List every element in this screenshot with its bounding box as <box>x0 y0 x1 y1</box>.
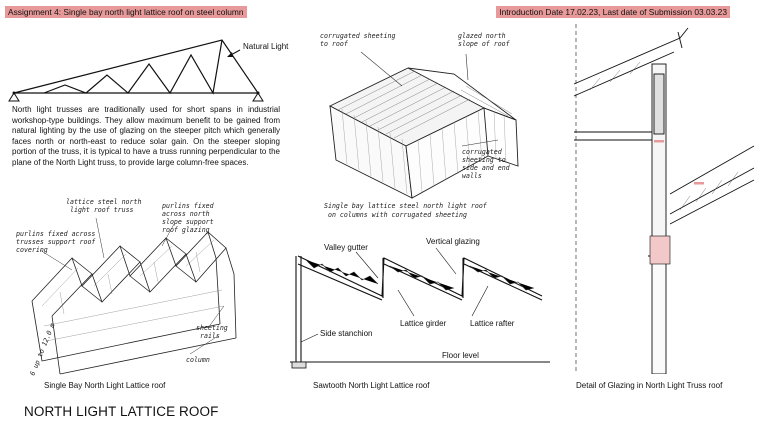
purlins-north-note-1: purlins fixed <box>162 202 214 210</box>
truss-note-1: lattice steel north <box>66 198 142 206</box>
description-paragraph: North light trusses are traditionally used for short spans in industrial workshop-type buildings. They allow maximum benefit to be gained from natural lighting by the use of glazing on the steeper pitch which generally faces north or north-east to reduce solar gain. On the steeper sloping portion of the truss, it is typical to have a truss running perpendicular to the plane of the North Light truss, to provide large column-free spaces. <box>12 105 280 167</box>
purlins-across-note-3: covering <box>16 246 48 254</box>
sawtooth-section-diagram <box>286 234 556 376</box>
natural-light-label: Natural Light <box>243 42 289 51</box>
lattice-girder-label: Lattice girder <box>400 319 447 328</box>
purlins-across-note-1: purlins fixed across <box>16 230 96 238</box>
iso-caption-line-2: on columns with corrugated sheeting <box>328 211 467 219</box>
wall-sheeting-note-1: corrugated <box>462 148 502 156</box>
wall-sheeting-note-3: side and end <box>462 164 510 172</box>
purlins-north-note-4: roof glazing <box>162 226 210 234</box>
caption-single-bay: Single Bay North Light Lattice roof <box>44 381 166 390</box>
floor-level-label: Floor level <box>442 351 479 360</box>
glazing-detail-drawing <box>570 24 760 374</box>
caption-detail: Detail of Glazing in North Light Truss roof <box>576 381 723 390</box>
truss-diagram <box>8 30 298 102</box>
caption-sawtooth: Sawtooth North Light Lattice roof <box>313 381 430 390</box>
purlins-north-note-2: across north <box>162 210 210 218</box>
vertical-glazing-label: Vertical glazing <box>426 237 480 246</box>
roof-sheeting-note-1: corrugated sheeting <box>320 32 396 40</box>
valley-gutter-label: Valley gutter <box>324 243 368 252</box>
wall-sheeting-note-2: sheeting to <box>462 156 506 164</box>
frame-perspective-sketch <box>12 196 242 381</box>
glazed-north-note-1: glazed north <box>458 32 506 40</box>
roof-sheeting-note-2: to roof <box>320 40 348 48</box>
wall-sheeting-note-4: walls <box>462 172 482 180</box>
iso-caption-line-1: Single bay lattice steel north light roof <box>324 202 487 210</box>
sheeting-rails-note-2: rails <box>200 332 220 340</box>
purlins-north-note-3: slope support <box>162 218 214 226</box>
span-note: 6 up to 12.0 m <box>28 322 57 377</box>
dates-banner: Introduction Date 17.02.23, Last date of Submission 03.03.23 <box>496 6 730 18</box>
glazed-north-note-2: slope of roof <box>458 40 510 48</box>
sheeting-rails-note-1: sheeting <box>196 324 228 332</box>
truss-note-2: light roof truss <box>70 206 134 214</box>
purlins-across-note-2: trusses support roof <box>16 238 96 246</box>
isometric-building-sketch <box>316 28 531 230</box>
column-note: column <box>186 356 210 364</box>
page-title: NORTH LIGHT LATTICE ROOF <box>24 404 219 419</box>
side-stanchion-label: Side stanchion <box>320 329 373 338</box>
assignment-banner: Assignment 4: Single bay north light lattice roof on steel column <box>5 6 247 18</box>
lattice-rafter-label: Lattice rafter <box>470 319 515 328</box>
